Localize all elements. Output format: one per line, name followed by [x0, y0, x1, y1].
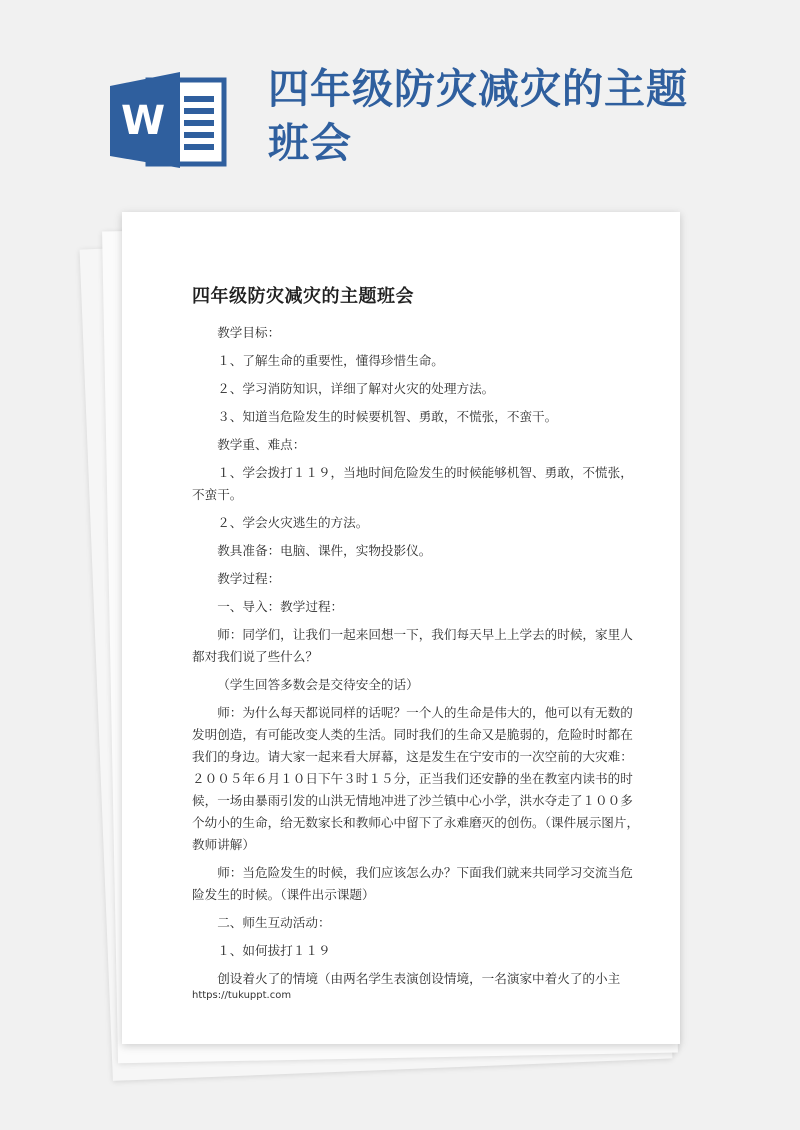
document-page [122, 212, 680, 1044]
word-icon [110, 72, 230, 168]
word-icon-letter: W [120, 98, 166, 144]
paragraph: 一、导入：教学过程： [217, 599, 344, 614]
paragraph: 教学重、难点： [217, 437, 306, 452]
paragraph: １、学会拨打１１９，当地时间危险发生的时候能够机智、勇敢，不慌张，不蛮干。 [192, 465, 633, 502]
document-body [192, 322, 642, 994]
paragraph: 创设着火了的情境（由两名学生表演创设情境，一名演家中着火了的小主 [217, 971, 621, 986]
paragraph: １、如何拔打１１９ [217, 943, 331, 958]
document-title: 四年级防灾减灾的主题班会 [192, 286, 414, 307]
page-title-line1: 四年级防灾减灾的主题 [268, 65, 688, 113]
paragraph: 二、师生互动活动： [217, 915, 331, 930]
paragraph: ２、学习消防知识，详细了解对火灾的处理方法。 [217, 381, 495, 396]
paragraph: ３、知道当危险发生的时候要机智、勇敢，不慌张，不蛮干。 [217, 409, 558, 424]
paragraph: 教学目标： [217, 325, 281, 340]
paragraph: 教具准备：电脑、课件，实物投影仪。 [217, 543, 432, 558]
paragraph: ２、学会火灾逃生的方法。 [217, 515, 369, 530]
paragraph: 师：当危险发生的时候，我们应该怎么办？下面我们就来共同学习交流当危险发生的时候。（课件出示课题） [192, 865, 633, 902]
page-title [268, 62, 768, 170]
paragraph: 教学过程： [217, 571, 281, 586]
paragraph: （学生回答多数会是交待安全的话） [217, 677, 419, 692]
page-title-line2: 班会 [268, 119, 352, 167]
paragraph: 师：为什么每天都说同样的话呢？一个人的生命是伟大的，他可以有无数的发明创造，有可能改变人类的生活。同时我们的生命又是脆弱的，危险时时都在我们的身边。请大家一起来看大屏幕，这是发生在宁安市的一次空前的大灾难：２００５年６月１０日下午３时１５分，正当我们还安静的坐在教室内读书的时候，一场由暴雨引发的山洪无情地冲进了沙兰镇中心小学，洪水夺走了１００多个幼小的生命，给无数家长和教师心中留下了永难磨灭的创伤。（课件展示图片，教师讲解） [192, 705, 640, 852]
paragraph: 师：同学们，让我们一起来回想一下，我们每天早上上学去的时候，家里人都对我们说了些什么？ [192, 627, 633, 664]
footer-url[interactable]: https://tukuppt.com [192, 990, 292, 1001]
paragraph: １、了解生命的重要性，懂得珍惜生命。 [217, 353, 444, 368]
